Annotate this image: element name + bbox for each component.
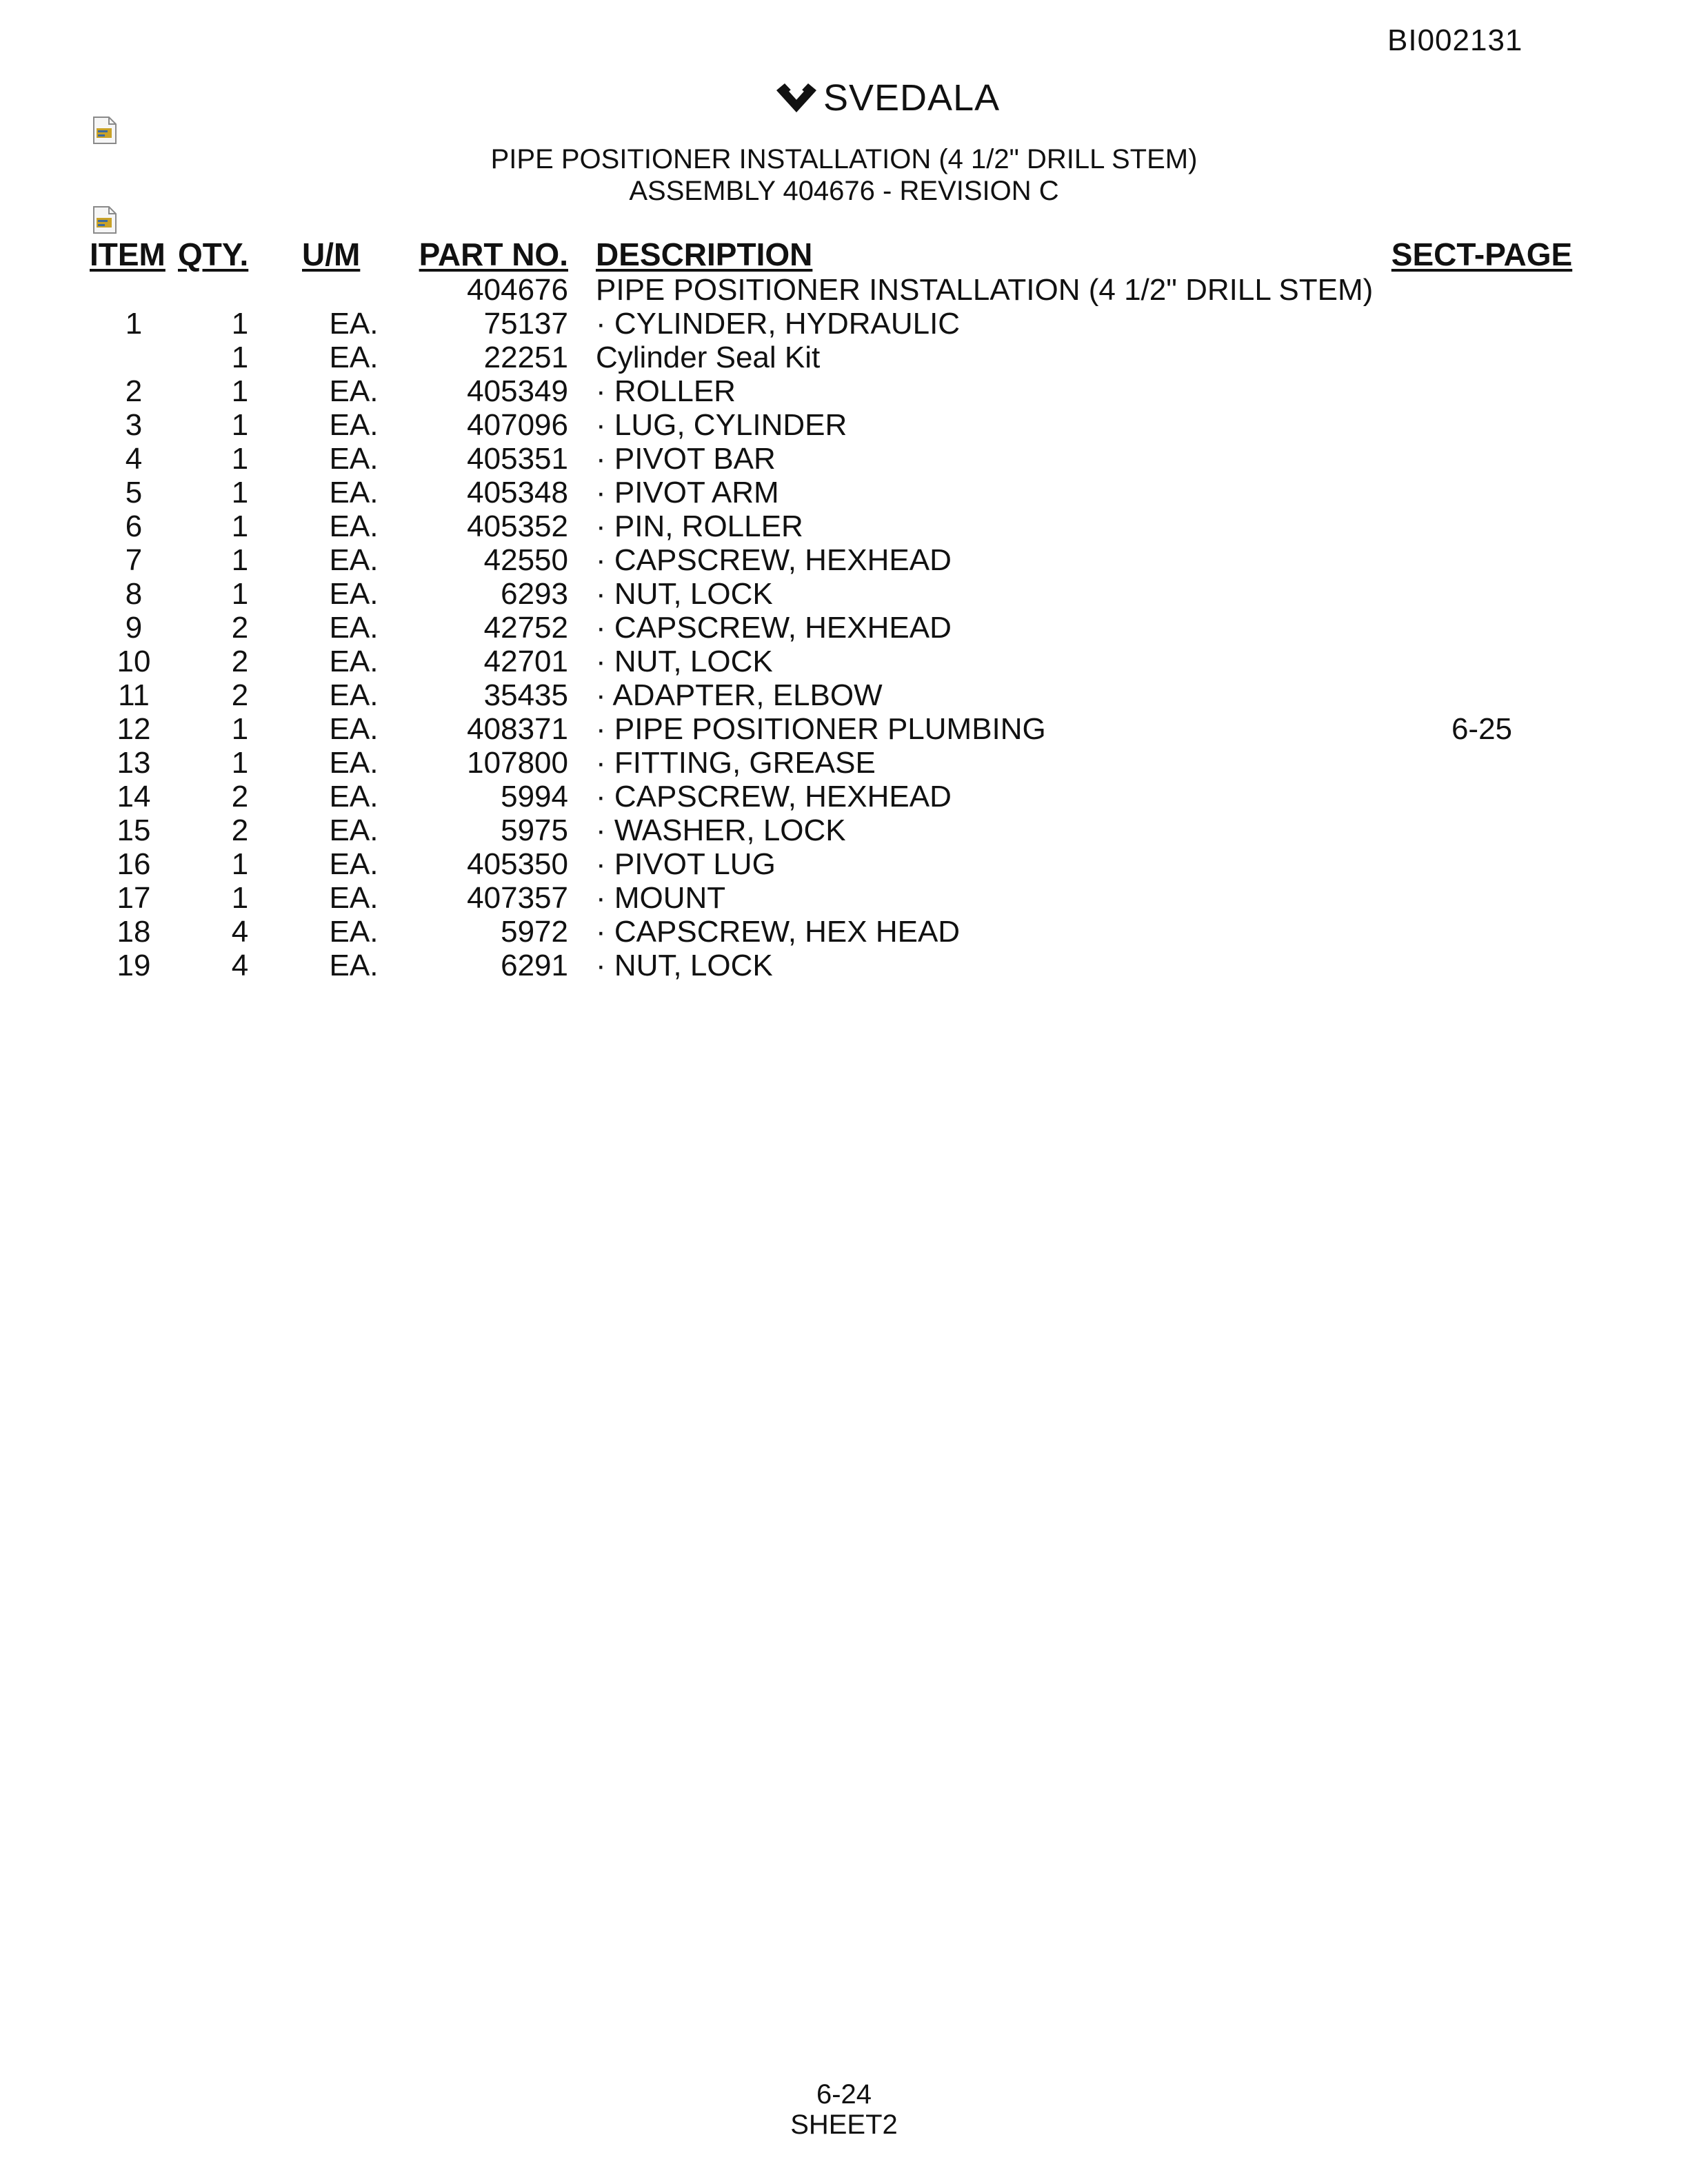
cell-sect-page bbox=[1382, 543, 1582, 577]
cell-item: 17 bbox=[117, 881, 151, 915]
cell-sect-page bbox=[1382, 746, 1582, 780]
cell-sect-page bbox=[1382, 408, 1582, 442]
cell-qty: 4 bbox=[231, 949, 249, 982]
cell-qty bbox=[178, 273, 302, 307]
cell-um: EA. bbox=[329, 442, 379, 476]
cell-qty: 1 bbox=[231, 307, 249, 341]
cell-item: 2 bbox=[125, 374, 143, 408]
cell-item: 3 bbox=[125, 408, 143, 442]
table-row bbox=[90, 408, 1582, 442]
cell-sect-page bbox=[1382, 509, 1582, 543]
cell-qty: 1 bbox=[231, 712, 249, 746]
table-row bbox=[90, 645, 1582, 678]
cell-description: · NUT, LOCK bbox=[596, 949, 773, 982]
cell-qty: 1 bbox=[231, 881, 249, 915]
sheet-label: SHEET2 bbox=[790, 2110, 898, 2140]
cell-um: EA. bbox=[329, 509, 379, 543]
document-id: BI002131 bbox=[1387, 23, 1523, 57]
cell-part-no: 75137 bbox=[483, 307, 568, 341]
document-title bbox=[0, 143, 1688, 207]
cell-sect-page bbox=[1382, 341, 1582, 374]
cell-item: 7 bbox=[125, 543, 143, 577]
column-header-item: ITEM bbox=[90, 236, 165, 272]
table-row bbox=[90, 949, 1582, 982]
cell-description: · LUG, CYLINDER bbox=[596, 408, 847, 442]
cell-qty: 2 bbox=[231, 678, 249, 712]
cell-qty: 1 bbox=[231, 476, 249, 509]
cell-part-no: 405351 bbox=[467, 442, 568, 476]
table-row bbox=[90, 577, 1582, 611]
cell-part-no: 42550 bbox=[483, 543, 568, 577]
cell-part-no: 22251 bbox=[483, 341, 568, 374]
table-row bbox=[90, 442, 1582, 476]
cell-part-no: 35435 bbox=[483, 678, 568, 712]
table-row bbox=[90, 915, 1582, 949]
cell-qty: 2 bbox=[231, 611, 249, 645]
cell-description: · CAPSCREW, HEXHEAD bbox=[596, 780, 952, 813]
cell-description: · CAPSCREW, HEXHEAD bbox=[596, 543, 952, 577]
cell-qty: 1 bbox=[231, 374, 249, 408]
cell-um: EA. bbox=[329, 780, 379, 813]
table-row bbox=[90, 341, 1582, 374]
cell-um: EA. bbox=[329, 712, 379, 746]
cell-sect-page bbox=[1382, 307, 1582, 341]
cell-part-no: 407096 bbox=[467, 408, 568, 442]
table-row bbox=[90, 780, 1582, 813]
page-number: 6-24 bbox=[816, 2079, 872, 2110]
cell-um: EA. bbox=[329, 915, 379, 949]
parts-table bbox=[90, 233, 1582, 982]
table-header-row bbox=[90, 233, 1582, 273]
cell-um: EA. bbox=[329, 408, 379, 442]
cell-sect-page bbox=[1382, 476, 1582, 509]
cell-description: · CYLINDER, HYDRAULIC bbox=[596, 307, 961, 341]
cell-description: · PIVOT ARM bbox=[596, 476, 779, 509]
file-icon[interactable] bbox=[91, 205, 119, 234]
table-row bbox=[90, 847, 1582, 881]
cell-part-no: 405348 bbox=[467, 476, 568, 509]
cell-description: · ROLLER bbox=[596, 374, 736, 408]
column-header-qty: QTY. bbox=[178, 236, 249, 272]
cell-sect-page bbox=[1382, 949, 1582, 982]
cell-part-no: 42701 bbox=[483, 645, 568, 678]
cell-part-no: 5994 bbox=[501, 780, 568, 813]
page-footer bbox=[0, 2079, 1688, 2140]
cell-description: · PIPE POSITIONER PLUMBING bbox=[596, 712, 1046, 746]
cell-part-no: 107800 bbox=[467, 746, 568, 780]
cell-item: 19 bbox=[117, 949, 151, 982]
cell-sect-page bbox=[1382, 780, 1582, 813]
cell-um: EA. bbox=[329, 341, 379, 374]
cell-um: EA. bbox=[329, 678, 379, 712]
cell-qty: 1 bbox=[231, 847, 249, 881]
column-header-part-no: PART NO. bbox=[419, 236, 568, 272]
table-row bbox=[90, 678, 1582, 712]
cell-um: EA. bbox=[329, 476, 379, 509]
cell-description: PIPE POSITIONER INSTALLATION (4 1/2" DRILL STEM) bbox=[596, 273, 1374, 307]
cell-um: EA. bbox=[329, 577, 379, 611]
cell-description: · PIVOT LUG bbox=[596, 847, 776, 881]
table-row bbox=[90, 712, 1582, 746]
cell-description: · PIVOT BAR bbox=[596, 442, 776, 476]
cell-item: 9 bbox=[125, 611, 143, 645]
cell-part-no: 408371 bbox=[467, 712, 568, 746]
cell-part-no: 405350 bbox=[467, 847, 568, 881]
cell-um: EA. bbox=[329, 374, 379, 408]
cell-part-no: 405349 bbox=[467, 374, 568, 408]
cell-sect-page: 6-25 bbox=[1451, 712, 1513, 746]
cell-description: · NUT, LOCK bbox=[596, 577, 773, 611]
cell-qty: 1 bbox=[231, 577, 249, 611]
cell-description: · CAPSCREW, HEX HEAD bbox=[596, 915, 961, 949]
cell-description: · ADAPTER, ELBOW bbox=[596, 678, 883, 712]
table-row bbox=[90, 813, 1582, 847]
cell-qty: 1 bbox=[231, 341, 249, 374]
cell-description: · PIN, ROLLER bbox=[596, 509, 803, 543]
cell-um: EA. bbox=[329, 746, 379, 780]
cell-part-no: 5972 bbox=[501, 915, 568, 949]
svedala-logo-icon bbox=[774, 81, 819, 115]
cell-sect-page bbox=[1382, 678, 1582, 712]
table-row bbox=[90, 307, 1582, 341]
table-row bbox=[90, 374, 1582, 408]
column-header-sect-page: SECT-PAGE bbox=[1391, 236, 1573, 272]
cell-sect-page bbox=[1382, 273, 1582, 307]
cell-item: 12 bbox=[117, 712, 151, 746]
cell-sect-page bbox=[1382, 442, 1582, 476]
cell-sect-page bbox=[1382, 374, 1582, 408]
table-row bbox=[90, 273, 1582, 307]
cell-description: · FITTING, GREASE bbox=[596, 746, 876, 780]
table-row bbox=[90, 543, 1582, 577]
cell-part-no: 42752 bbox=[483, 611, 568, 645]
svedala-logo bbox=[774, 77, 1000, 119]
logo-text: SVEDALA bbox=[823, 77, 1001, 119]
table-row bbox=[90, 476, 1582, 509]
cell-um: EA. bbox=[329, 949, 379, 982]
cell-description: · CAPSCREW, HEXHEAD bbox=[596, 611, 952, 645]
cell-description: · WASHER, LOCK bbox=[596, 813, 846, 847]
cell-um: EA. bbox=[329, 307, 379, 341]
cell-description: · MOUNT bbox=[596, 881, 726, 915]
cell-part-no: 6291 bbox=[501, 949, 568, 982]
cell-sect-page bbox=[1382, 915, 1582, 949]
cell-um: EA. bbox=[329, 847, 379, 881]
cell-item: 14 bbox=[117, 780, 151, 813]
cell-item: 15 bbox=[117, 813, 151, 847]
cell-sect-page bbox=[1382, 881, 1582, 915]
cell-qty: 4 bbox=[231, 915, 249, 949]
table-row bbox=[90, 611, 1582, 645]
cell-item: 4 bbox=[125, 442, 143, 476]
cell-sect-page bbox=[1382, 611, 1582, 645]
cell-sect-page bbox=[1382, 847, 1582, 881]
cell-description: Cylinder Seal Kit bbox=[596, 341, 821, 374]
column-header-um: U/M bbox=[302, 236, 361, 272]
cell-qty: 1 bbox=[231, 746, 249, 780]
cell-qty: 2 bbox=[231, 645, 249, 678]
cell-sect-page bbox=[1382, 645, 1582, 678]
cell-part-no: 6293 bbox=[501, 577, 568, 611]
cell-item: 10 bbox=[117, 645, 151, 678]
cell-um: EA. bbox=[329, 813, 379, 847]
cell-item: 5 bbox=[125, 476, 143, 509]
cell-um: EA. bbox=[329, 881, 379, 915]
cell-qty: 2 bbox=[231, 813, 249, 847]
cell-part-no: 404676 bbox=[467, 273, 568, 307]
cell-um: EA. bbox=[329, 543, 379, 577]
cell-item bbox=[90, 341, 178, 374]
cell-qty: 2 bbox=[231, 780, 249, 813]
table-body bbox=[90, 273, 1582, 982]
cell-um: EA. bbox=[329, 611, 379, 645]
cell-item: 16 bbox=[117, 847, 151, 881]
cell-qty: 1 bbox=[231, 543, 249, 577]
cell-um: EA. bbox=[329, 645, 379, 678]
file-icon[interactable] bbox=[91, 116, 119, 145]
cell-item: 13 bbox=[117, 746, 151, 780]
title-line-1: PIPE POSITIONER INSTALLATION (4 1/2" DRILL STEM) bbox=[490, 144, 1198, 174]
table-row bbox=[90, 746, 1582, 780]
title-line-2: ASSEMBLY 404676 - REVISION C bbox=[629, 176, 1059, 206]
cell-item: 18 bbox=[117, 915, 151, 949]
cell-part-no: 407357 bbox=[467, 881, 568, 915]
cell-qty: 1 bbox=[231, 442, 249, 476]
cell-part-no: 5975 bbox=[501, 813, 568, 847]
cell-item: 8 bbox=[125, 577, 143, 611]
cell-sect-page bbox=[1382, 813, 1582, 847]
cell-um bbox=[302, 273, 405, 307]
cell-description: · NUT, LOCK bbox=[596, 645, 773, 678]
cell-sect-page bbox=[1382, 577, 1582, 611]
table-row bbox=[90, 881, 1582, 915]
cell-qty: 1 bbox=[231, 408, 249, 442]
cell-item: 1 bbox=[125, 307, 143, 341]
cell-item: 6 bbox=[125, 509, 143, 543]
cell-part-no: 405352 bbox=[467, 509, 568, 543]
cell-item bbox=[90, 273, 178, 307]
column-header-description: DESCRIPTION bbox=[596, 236, 813, 272]
table-row bbox=[90, 509, 1582, 543]
cell-qty: 1 bbox=[231, 509, 249, 543]
cell-item: 11 bbox=[118, 678, 150, 712]
